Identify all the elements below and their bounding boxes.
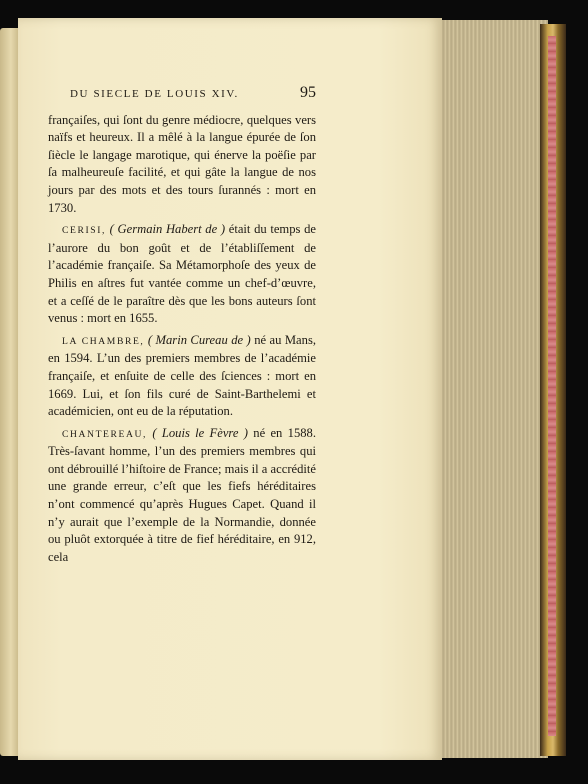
entry-name: CHANTEREAU, [62,428,148,440]
paragraph-text: était du temps de l’aurore du bon goût et de l’établiſſement de l’académie françaiſe. Sa Métamorphoſe des yeux de Philis en aſtres fut vantée comme un chef-d’œuvre, et a ceſſé de le paraître dès que les bons auteurs ſont venus : mort en 1655. [48,222,316,326]
entry-name: CERISI, [62,225,106,237]
cover-marbled-edge [548,36,556,736]
running-head [70,84,316,104]
paragraph-text: françaiſes, qui ſont du genre médiocre, quelques vers naïfs et heureux. Il a mêlé à la langue épurée de ſon ſiècle le langage marotique, qui énerve la poëſie par ſa malheureuſe facilité, et qui gâte la langue de nos jours par des mots et des tours ſurannés : mort en 1730. [48,112,316,215]
running-title: DU SIECLE DE LOUIS XIV. [70,88,239,100]
page-number: 95 [300,84,316,101]
paragraph [48,332,316,421]
entry-name: LA CHAMBRE, [62,335,145,347]
entry-note: ( Louis le Fèvre ) [152,425,248,440]
entry-note: ( Germain Habert de ) [109,222,226,237]
paragraph-text: né au Mans, en 1594. L’un des premiers membres de l’académie françaiſe, et enſuite de celle des ſciences : mort en 1669. Lui, et ſon fils curé de Saint-Barthelemi et académicien, ont eu de la réputation. [48,332,316,419]
page-fore-edge [436,20,548,758]
paragraph [48,425,316,567]
page-text [48,84,316,570]
left-page-edge [0,28,18,756]
paragraph [48,112,316,218]
entry-note: ( Marin Cureau de ) [147,332,251,347]
paragraph-text: né en 1588. Très-ſavant homme, l’un des premiers membres qui ont débrouillé l’hiſtoire de France; mais il a accrédité une grande erreur, c’eſt que les fiefs héréditaires n’ont commencé qu’après Hugues Capet. Quand il n’y aurait que l’exemple de la Normandie, donnée ou pluôt extorquée à titre de fief héréditaire, en 912, cela [48,425,316,564]
paragraph [48,221,316,328]
